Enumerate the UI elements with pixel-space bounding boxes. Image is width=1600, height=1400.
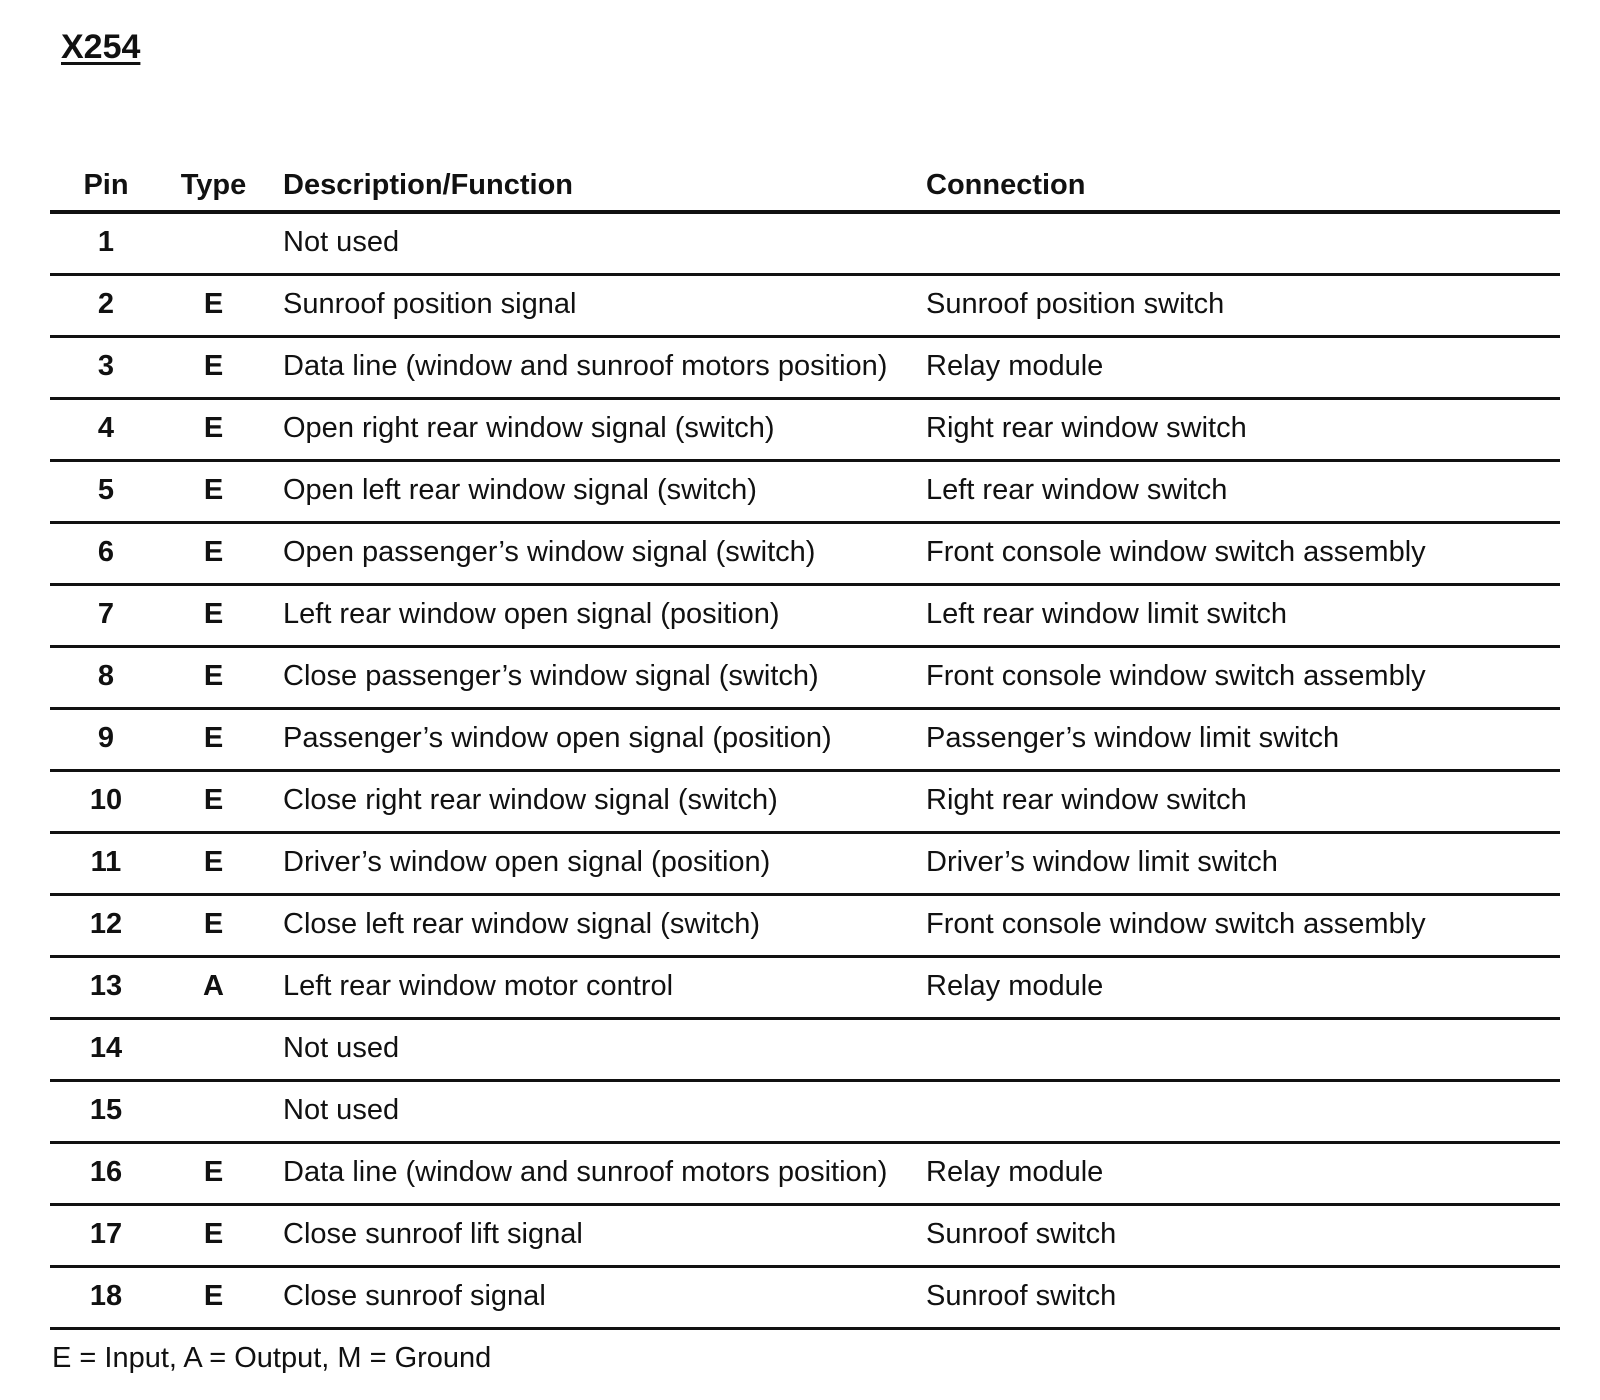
description-cell: Close sunroof signal [265,1267,926,1329]
table-row [50,771,1560,833]
connection-cell [926,1081,1560,1143]
type-cell: E [162,1143,265,1205]
connection-cell: Driver’s window limit switch [926,833,1560,895]
table-row [50,895,1560,957]
connection-cell: Right rear window switch [926,771,1560,833]
table-row [50,1205,1560,1267]
connection-cell: Front console window switch assembly [926,895,1560,957]
type-cell: A [162,957,265,1019]
connection-cell: Sunroof switch [926,1267,1560,1329]
connection-cell: Left rear window switch [926,461,1560,523]
type-cell [162,1081,265,1143]
pin-cell: 18 [50,1267,162,1329]
type-cell: E [162,337,265,399]
table-row [50,399,1560,461]
connection-cell: Relay module [926,957,1560,1019]
pin-cell: 10 [50,771,162,833]
pin-cell: 1 [50,212,162,275]
type-cell: E [162,1267,265,1329]
table-header-row [50,160,1560,212]
connection-cell [926,1019,1560,1081]
table-row [50,957,1560,1019]
type-cell: E [162,399,265,461]
description-cell: Driver’s window open signal (position) [265,833,926,895]
type-cell: E [162,1205,265,1267]
pin-cell: 7 [50,585,162,647]
connection-cell: Sunroof switch [926,1205,1560,1267]
table-row [50,1019,1560,1081]
connector-title: X254 [61,28,141,66]
pin-cell: 17 [50,1205,162,1267]
description-cell: Close left rear window signal (switch) [265,895,926,957]
table-row [50,275,1560,337]
description-cell: Open passenger’s window signal (switch) [265,523,926,585]
connection-cell: Relay module [926,337,1560,399]
pin-cell: 9 [50,709,162,771]
type-cell: E [162,585,265,647]
description-cell: Not used [265,1081,926,1143]
pin-cell: 2 [50,275,162,337]
pin-assignment-table [50,160,1560,1330]
table-row [50,1143,1560,1205]
connection-cell: Front console window switch assembly [926,647,1560,709]
description-cell: Not used [265,212,926,275]
description-cell: Close right rear window signal (switch) [265,771,926,833]
type-cell: E [162,523,265,585]
connection-cell: Relay module [926,1143,1560,1205]
description-cell: Left rear window open signal (position) [265,585,926,647]
pin-cell: 15 [50,1081,162,1143]
type-cell [162,212,265,275]
type-cell: E [162,895,265,957]
header-type: Type [162,160,265,212]
connection-cell: Left rear window limit switch [926,585,1560,647]
table-row [50,585,1560,647]
table-row [50,647,1560,709]
description-cell: Open left rear window signal (switch) [265,461,926,523]
type-legend: E = Input, A = Output, M = Ground [52,1342,492,1374]
table-row [50,523,1560,585]
description-cell: Not used [265,1019,926,1081]
connection-cell: Passenger’s window limit switch [926,709,1560,771]
connection-cell: Front console window switch assembly [926,523,1560,585]
description-cell: Left rear window motor control [265,957,926,1019]
description-cell: Data line (window and sunroof motors position) [265,1143,926,1205]
description-cell: Data line (window and sunroof motors position) [265,337,926,399]
description-cell: Sunroof position signal [265,275,926,337]
description-cell: Open right rear window signal (switch) [265,399,926,461]
pin-cell: 8 [50,647,162,709]
table-row [50,833,1560,895]
pin-cell: 13 [50,957,162,1019]
header-connection: Connection [926,160,1560,212]
connection-cell: Sunroof position switch [926,275,1560,337]
table-row [50,461,1560,523]
header-pin: Pin [50,160,162,212]
pin-cell: 16 [50,1143,162,1205]
type-cell: E [162,461,265,523]
table-row [50,1081,1560,1143]
description-cell: Passenger’s window open signal (position) [265,709,926,771]
type-cell: E [162,709,265,771]
pin-cell: 11 [50,833,162,895]
type-cell [162,1019,265,1081]
table-row [50,1267,1560,1329]
table-row [50,212,1560,275]
type-cell: E [162,647,265,709]
pin-cell: 3 [50,337,162,399]
pin-cell: 4 [50,399,162,461]
type-cell: E [162,275,265,337]
description-cell: Close sunroof lift signal [265,1205,926,1267]
type-cell: E [162,771,265,833]
pin-cell: 5 [50,461,162,523]
pin-cell: 12 [50,895,162,957]
table-row [50,337,1560,399]
pin-cell: 14 [50,1019,162,1081]
table-row [50,709,1560,771]
connection-cell: Right rear window switch [926,399,1560,461]
pin-cell: 6 [50,523,162,585]
header-description: Description/Function [265,160,926,212]
type-cell: E [162,833,265,895]
description-cell: Close passenger’s window signal (switch) [265,647,926,709]
connection-cell [926,212,1560,275]
